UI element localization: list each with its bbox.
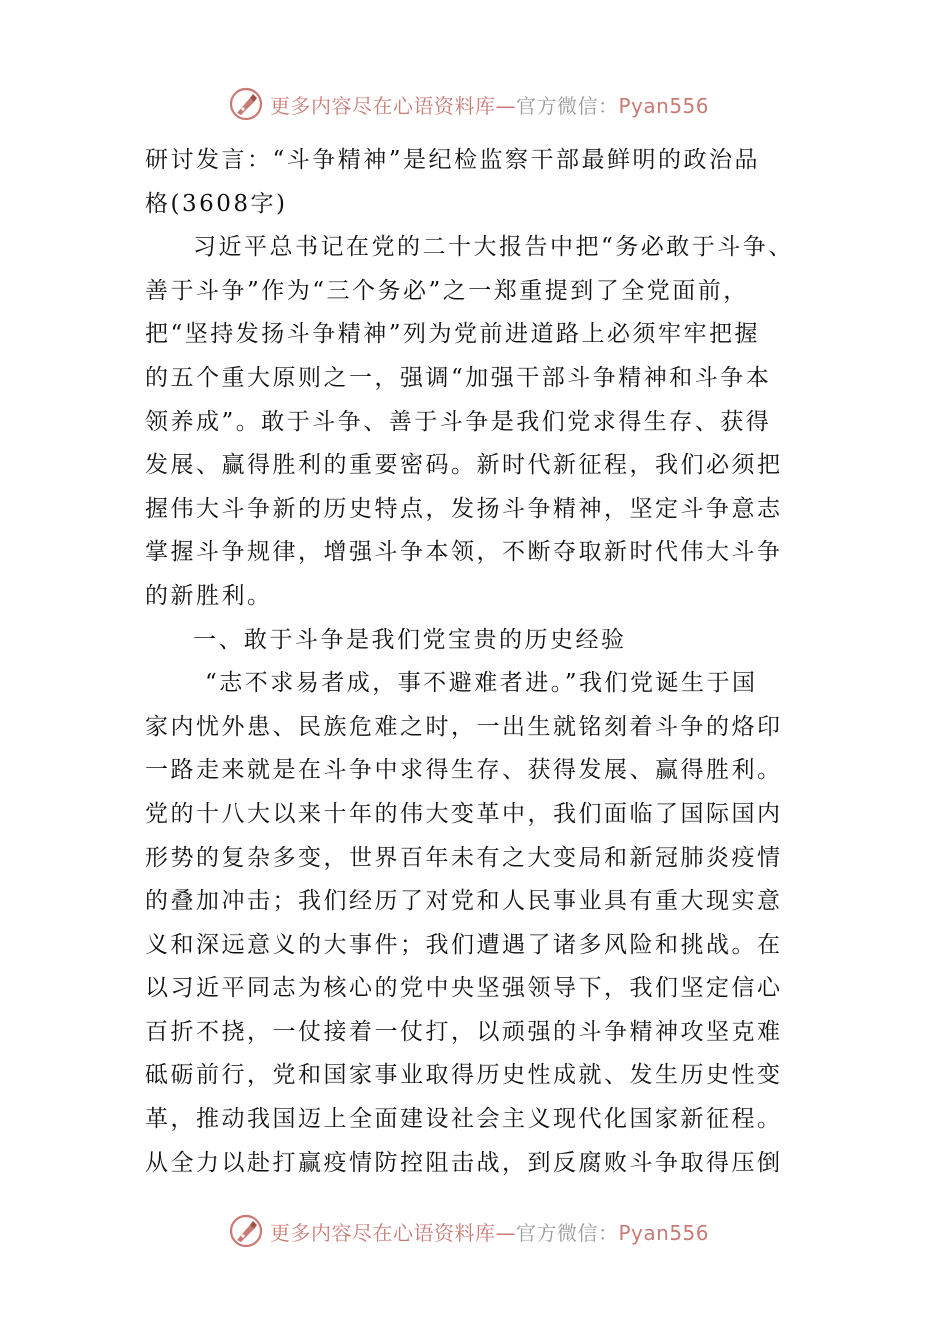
paragraph-line: “志不求易者成，事不避难者进。”我们党诞生于国 xyxy=(205,670,758,697)
paragraph-line: 的五个重大原则之一，强调“加强干部斗争精神和斗争本 xyxy=(145,364,772,391)
paragraph-line: 领养成”。敢于斗争、善于斗争是我们党求得生存、获得 xyxy=(145,408,772,435)
paragraph-line: 百折不挠，一仗接着一仗打，以顽强的斗争精神攻坚克难 xyxy=(145,1018,783,1045)
watermark-separator: — xyxy=(495,93,516,118)
paragraph-line: 一路走来就是在斗争中求得生存、获得发展、赢得胜利。 xyxy=(145,757,783,784)
paragraph-line: 把“坚持发扬斗争精神”列为党前进道路上必须牢牢把握 xyxy=(145,321,761,348)
watermark-handle: Pyan556 xyxy=(618,93,710,118)
watermark-separator: — xyxy=(495,1220,516,1245)
paragraph-line: 党的十八大以来十年的伟大变革中，我们面临了国际国内 xyxy=(145,800,783,827)
watermark-text xyxy=(270,90,709,119)
paragraph-line: 从全力以赴打赢疫情防控阻击战，到反腐败斗争取得压倒 xyxy=(145,1149,783,1176)
pen-nib-logo-icon xyxy=(228,86,264,122)
doc-title-line-2: 格(3608字) xyxy=(145,190,288,217)
section-heading: 一、敢于斗争是我们党宝贵的历史经验 xyxy=(193,626,627,653)
watermark-brand: 更多内容尽在心语资料库 xyxy=(270,93,496,118)
watermark-handle: Pyan556 xyxy=(618,1220,710,1245)
watermark-label: 官方微信： xyxy=(516,93,619,118)
watermark-banner-bottom xyxy=(228,1211,748,1251)
paragraph-line: 发展、赢得胜利的重要密码。新时代新征程，我们必须把 xyxy=(145,452,783,479)
watermark-brand: 更多内容尽在心语资料库 xyxy=(270,1220,496,1245)
paragraph-line: 习近平总书记在党的二十大报告中把“务必敢于斗争、 xyxy=(193,234,794,261)
watermark-label: 官方微信： xyxy=(516,1220,619,1245)
document-body xyxy=(145,139,810,1185)
paragraph-line: 形势的复杂多变，世界百年未有之大变局和新冠肺炎疫情 xyxy=(145,844,783,871)
pen-nib-logo-icon xyxy=(228,1213,264,1249)
paragraph-line: 握伟大斗争新的历史特点，发扬斗争精神，坚定斗争意志 xyxy=(145,495,783,522)
paragraph-line: 的新胜利。 xyxy=(145,582,273,609)
paragraph-line: 掌握斗争规律，增强斗争本领，不断夺取新时代伟大斗争 xyxy=(145,539,783,566)
paragraph-line: 家内忧外患、民族危难之时，一出生就铭刻着斗争的烙印 xyxy=(145,713,783,740)
watermark-text xyxy=(270,1217,709,1246)
paragraph-line: 的叠加冲击；我们经历了对党和人民事业具有重大现实意 xyxy=(145,888,783,915)
paragraph-line: 砥砺前行，党和国家事业取得历史性成就、发生历史性变 xyxy=(145,1062,783,1089)
doc-title-line-1: 研讨发言：“斗争精神”是纪检监察干部最鲜明的政治品 xyxy=(145,147,761,173)
paragraph-line: 善于斗争”作为“三个务必”之一郑重提到了全党面前， xyxy=(145,277,749,304)
watermark-banner-top xyxy=(228,84,748,124)
paragraph-line: 以习近平同志为核心的党中央坚强领导下，我们坚定信心 xyxy=(145,975,783,1002)
paragraph-line: 义和深远意义的大事件；我们遭遇了诸多风险和挑战。在 xyxy=(145,931,783,958)
paragraph-line: 革，推动我国迈上全面建设社会主义现代化国家新征程。 xyxy=(145,1106,783,1133)
